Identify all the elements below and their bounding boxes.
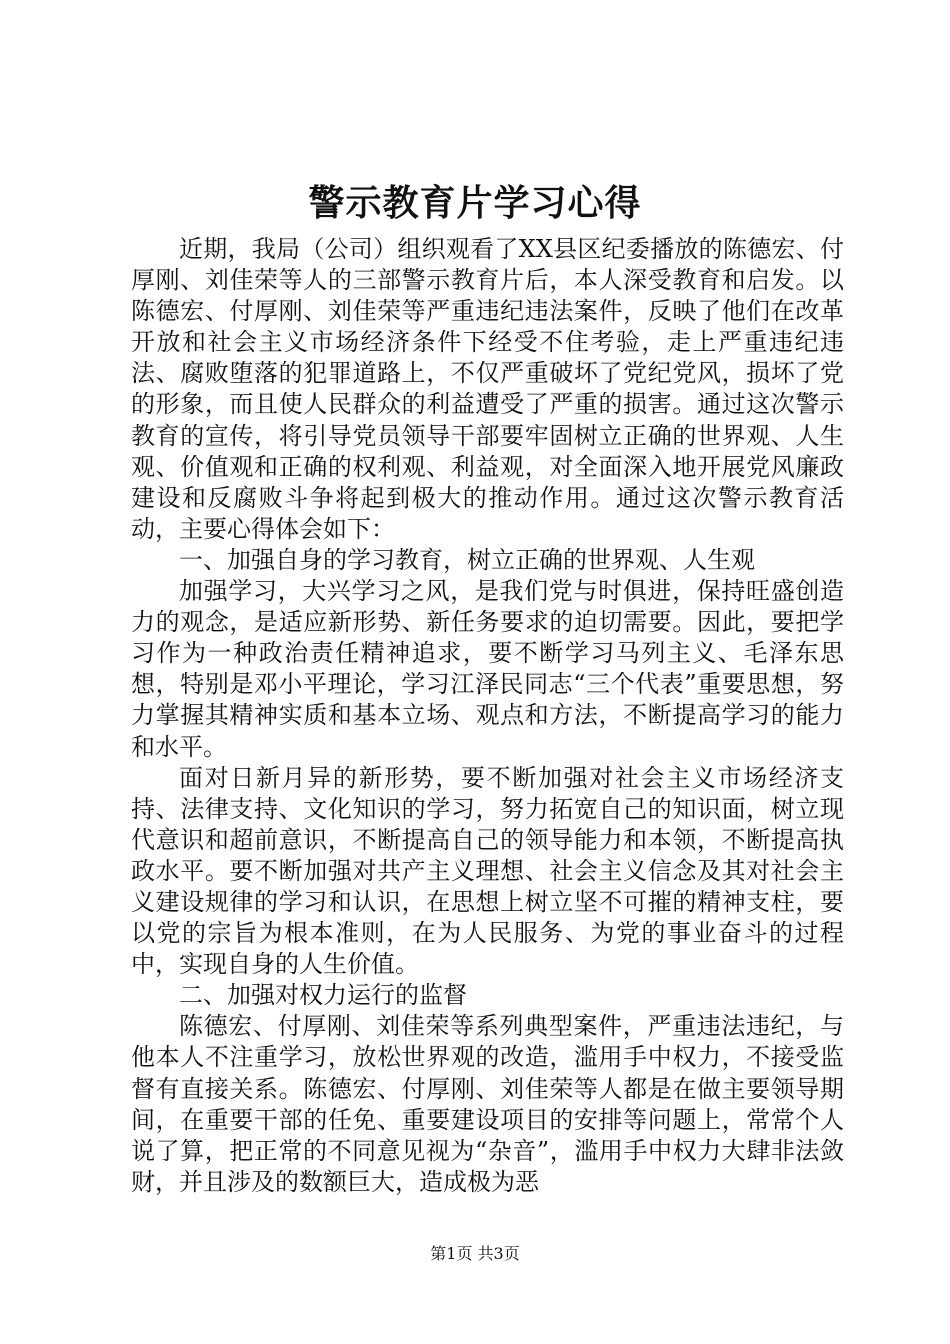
section-1-paragraph-1: 加强学习，大兴学习之风，是我们党与时俱进，保持旺盛创造力的观念，是适应新形势、新任务要求的迫切需要。因此，要把学习作为一种政治责任精神追求，要不断学习马列主义、毛泽东思想，特别是邓小平理论，学习江泽民同志“三个代表”重要思想，努力掌握其精神实质和基本立场、观点和方法，不断提高学习的能力和水平。 bbox=[131, 577, 844, 761]
document-body bbox=[131, 234, 844, 1198]
section-heading-1: 一、加强自身的学习教育，树立正确的世界观、人生观 bbox=[179, 545, 755, 574]
section-heading-2: 二、加强对权力运行的监督 bbox=[179, 981, 467, 1010]
page-number-footer: 第1页 共3页 bbox=[430, 1244, 520, 1263]
intro-paragraph: 近期，我局（公司）组织观看了XX县区纪委播放的陈德宏、付厚刚、刘佳荣等人的三部警示教育片后，本人深受教育和启发。以陈德宏、付厚刚、刘佳荣等严重违纪违法案件，反映了他们在改革开放和社会主义市场经济条件下经受不住考验，走上严重违纪违法、腐败堕落的犯罪道路上，不仅严重破坏了党纪党风，损坏了党的形象，而且使人民群众的利益遭受了严重的损害。通过这次警示教育的宣传，将引导党员领导干部要牢固树立正确的世界观、人生观、价值观和正确的权利观、利益观，对全面深入地开展党风廉政建设和反腐败斗争将起到极大的推动作用。通过这次警示教育活动，主要心得体会如下： bbox=[131, 235, 844, 543]
section-2-paragraph-1: 陈德宏、付厚刚、刘佳荣等系列典型案件，严重违法违纪，与他本人不注重学习，放松世界观的改造，滥用手中权力，不接受监督有直接关系。陈德宏、付厚刚、刘佳荣等人都是在做主要领导期间，在重要干部的任免、重要建设项目的安排等问题上，常常个人说了算，把正常的不同意见视为“杂音”，滥用手中权力大肆非法敛财，并且涉及的数额巨大，造成极为恶 bbox=[131, 1012, 844, 1196]
section-1-paragraph-2: 面对日新月异的新形势，要不断加强对社会主义市场经济支持、法律支持、文化知识的学习，努力拓宽自己的知识面，树立现代意识和超前意识，不断提高自己的领导能力和本领，不断提高执政水平。要不断加强对共产主义理想、社会主义信念及其对社会主义建设规律的学习和认识，在思想上树立坚不可摧的精神支柱，要以党的宗旨为根本准则，在为人民服务、为党的事业奋斗的过程中，实现自身的人生价值。 bbox=[131, 763, 844, 979]
document-title: 警示教育片学习心得 bbox=[308, 182, 642, 224]
